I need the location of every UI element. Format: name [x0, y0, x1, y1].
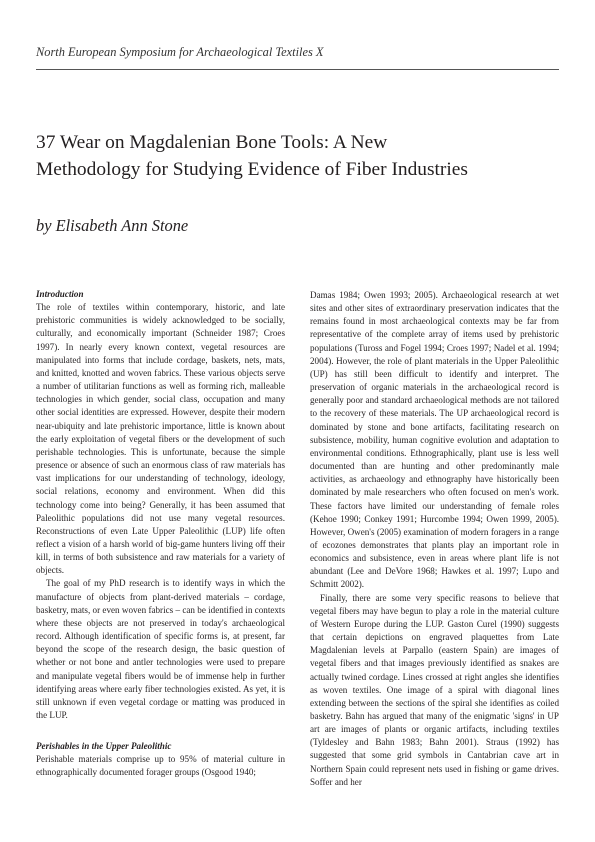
author-byline: by Elisabeth Ann Stone — [36, 216, 189, 235]
left-column — [36, 288, 285, 780]
paragraph: The goal of my PhD research is to identify ways in which the manufacture of objects from plant-derived materials – cordage, basketry, mats, or even woven fabrics – can be identified in contexts where these objects are not preserved in today's archaeological record. Although identification of specific forms is, at present, far beyond the scope of the research design, the basic question of whether or not bone and antler technologies were used to prepare and manipulate vegetal fibers would be of immense help in further identifying areas where early fiber technologies existed. As yet, it is still unknown if even vegetal cordage or matting was produced in the LUP. — [36, 578, 285, 720]
header-rule — [36, 69, 559, 70]
chapter-title — [36, 129, 566, 183]
paragraph: The role of textiles within contemporary, historic, and late prehistoric communities is widely acknowledged to be socially, culturally, and economically important (Schneider 1987; Croes 1997). In nearly every known context, vegetal resources are manipulated into forms that include cordage, baskets, nets, mats, and knitted, knotted and woven fabrics. These various objects serve a number of utilitarian functions as well as forming rich, malleable technologies in which gender, social class, occupation and many other social identities are expressed. However, despite their modern near-ubiquity and late prehistoric importance, little is known about the early exploitation of vegetal fibers or the development of such perishable technologies. This is unfortunate, because the simple presence or absence of such an enormous class of raw materials has vast implications for our understanding of technology, ideology, social relations, economy and environment. When did this technology come into being? Generally, it has been assumed that Paleolithic populations did not use many vegetal resources. Reconstructions of even Late Upper Paleolithic (LUP) life often reflect a vision of a harsh world of big-game hunters living off their kill, in terms of both subsistence and raw materials for a variety of objects. — [36, 302, 285, 576]
section-heading-perishables: Perishables in the Upper Paleolithic — [36, 741, 172, 752]
right-column — [310, 289, 559, 789]
title-line-2: Methodology for Studying Evidence of Fiber Industries — [36, 159, 468, 180]
paragraph: Finally, there are some very specific reasons to believe that vegetal fibers may have begun to play a role in the material culture of Western Europe during the LUP. Gaston Curel (1990) suggests that certain depictions on engraved plaquettes from Late Magdalenian levels at Parpallo (eastern Spain) are images of vegetal fibers and that images previously identified as snakes are actually twined cordage. Lines crossed at right angles she identifies as woven textiles. One image of a spiral with diagonal lines extending between the sections of the spiral she identifies as coiled basketry. Bahn has argued that many of the enigmatic 'signs' in UP art are images of plants or organic artifacts, including textiles (Tyldesley and Bahn 1983; Bahn 2001). Straus (1992) has suggested that some grid symbols in Cantabrian cave art in Northern Spain could represent nets used in fishing or game drives. Soffer and her — [310, 592, 559, 787]
title-line-1: 37 Wear on Magdalenian Bone Tools: A New — [36, 132, 388, 153]
running-head: North European Symposium for Archaeological Textiles X — [36, 45, 324, 59]
paragraph: Damas 1984; Owen 1993; 2005). Archaeological research at wet sites and other sites of extraordinary preservation indicates that the remains found in most archaeological contexts may be far from representative of the complete array of items used by prehistoric populations (Tuross and Fogel 1994; Croes 1997; Nadel et al. 1994; 2004). However, the role of plant materials in the Upper Paleolithic (UP) has still been difficult to identify and interpret. The preservation of organic materials in the archaeological record is generally poor and standard archaeological methods are not tailored to the recovery of these materials. The UP archaeological record is dominated by stone and bone artifacts, facilitating research on subsistence, mobility, human cognitive evolution and adaptation to environmental conditions. Ethnographically, plant use is less well documented than are hunting and other predominantly male activities, as archaeology and ethnography have historically been dominated by male researchers who often focused on men's work. These factors have limited our understanding of female roles (Kehoe 1990; Conkey 1991; Hurcombe 1994; Owen 1999, 2005). However, Owen's (2005) examination of modern foragers in a range of ecozones demonstrates that plants play an important role in economics and subsistence, even in areas where plant life is not abundant (Lee and DeVore 1968; Hawkes et al. 1997; Lupo and Schmitt 2002). — [310, 290, 559, 590]
paragraph: Perishable materials comprise up to 95% of material culture in ethnographically documented forager groups (Osgood 1940; — [36, 754, 285, 778]
section-heading-introduction: Introduction — [36, 289, 84, 299]
